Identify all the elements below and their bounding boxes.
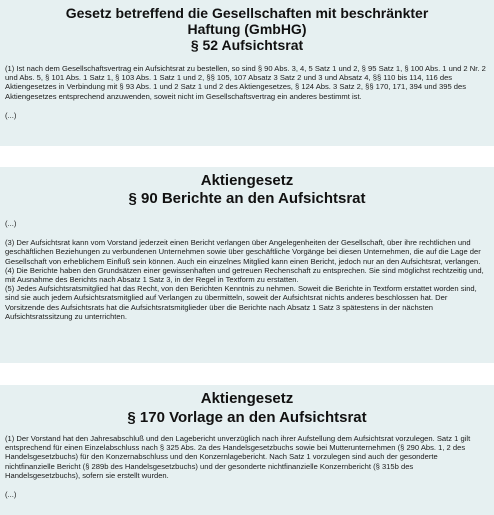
section-gmbhg-52 (0, 0, 494, 146)
section-aktg-90 (0, 167, 494, 363)
paragraph-5: (5) Jedes Aufsichtsratsmitglied hat das Recht, von den Berichten Kenntnis zu nehmen. Soweit die Berichte in Textform erstattet worden sind, sind sie auch jedem Aufsichtsratsmitglied auf Verlangen zu übermitteln, soweit der Aufsichtsrat nichts anderes beschlossen hat. Der Vorsitzende des Aufsichtsrats hat die Aufsichtsratsmitglieder über die Berichte nach Absatz 1 Satz 3 spätestens in der nächsten Aufsichtsratssitzung zu unterrichten. (5, 284, 477, 321)
paragraph-1: (1) Der Vorstand hat den Jahresabschluß und den Lagebericht unverzüglich nach ihrer Aufstellung dem Aufsichtsrat vorzulegen. Satz 1 gilt entsprechend für einen Einzelabschluss nach § 325 Abs. 2a des Handelsgesetzbuchs sowie bei Mutterunternehmen (§ 290 Abs. 1, 2 des Handelsgesetzbuchs) für den Konzernabschluss und den Konzernlagebericht. Nach Satz 1 vorzulegen sind auch der gesonderte nichtfinanzielle Bericht (§ 289b des Handelsgesetzbuchs) und der gesonderte nichtfinanzielle Konzernbericht (§ 315b des Handelsgesetzbuchs), sofern sie erstellt wurden. (5, 434, 471, 480)
ellipsis: (...) (5, 490, 17, 500)
ellipsis: (...) (5, 110, 17, 120)
title-line-1: Aktiengesetz (200, 390, 294, 407)
paragraph-1: (1) Ist nach dem Gesellschaftsvertrag ein Aufsichtsrat zu bestellen, so sind § 90 Abs. 3, 4, 5 Satz 1 und 2, § 95 Satz 1, § 100 Abs. 1 und 2 Nr. 2 und Abs. 5, § 101 Abs. 1 Satz 1, § 103 Abs. 1 Satz 1 und 2, §§ 105, 107 Absatz 3 Satz 2 und 3 und Absatz 4, §§ 110 bis 114, 116 des Aktiengesetzes in Verbindung mit § 93 Abs. 1 und 2 Satz 1 und 2 des Aktiengesetzes, § 124 Abs. 3 Satz 2, §§ 170, 171, 394 und 395 des Aktiengesetzes entsprechend anzuwenden, soweit nicht im Gesellschaftsvertrag ein anderes bestimmt ist. (5, 64, 486, 101)
title-line-2: § 170 Vorlage an den Aufsichtsrat (127, 409, 367, 426)
section-aktg-170 (0, 385, 494, 515)
section-title (5, 0, 489, 53)
section-title (5, 385, 489, 427)
title-line-3: § 52 Aufsichtsrat (190, 37, 304, 53)
title-line-1: Gesetz betreffend die Gesellschaften mit beschränkter (65, 5, 429, 21)
paragraph-3: (3) Der Aufsichtsrat kann vom Vorstand jederzeit einen Bericht verlangen über Angelegenheiten der Gesellschaft, über ihre rechtlichen und geschäftlichen Beziehungen zu verbundenen Unternehmen sowie über geschäftliche Vorgänge bei diesen Unternehmen, die auf die Lage der Gesellschaft von erheblichem Einfluß sein können. Auch ein einzelnes Mitglied kann einen Bericht, jedoch nur an den Aufsichtsrat, verlangen. (5, 238, 481, 266)
paragraph-4: (4) Die Berichte haben den Grundsätzen einer gewissenhaften und getreuen Rechenschaft zu entsprechen. Sie sind möglichst rechtzeitig und, mit Ausnahme des Berichts nach Absatz 1 Satz 3, in der Regel in Textform zu erstatten. (5, 265, 484, 285)
ellipsis: (...) (5, 219, 17, 228)
title-line-2: Haftung (GmbHG) (187, 21, 307, 37)
title-line-2: § 90 Berichte an den Aufsichtsrat (128, 190, 366, 207)
section-title (5, 167, 489, 208)
title-line-1: Aktiengesetz (200, 172, 294, 189)
